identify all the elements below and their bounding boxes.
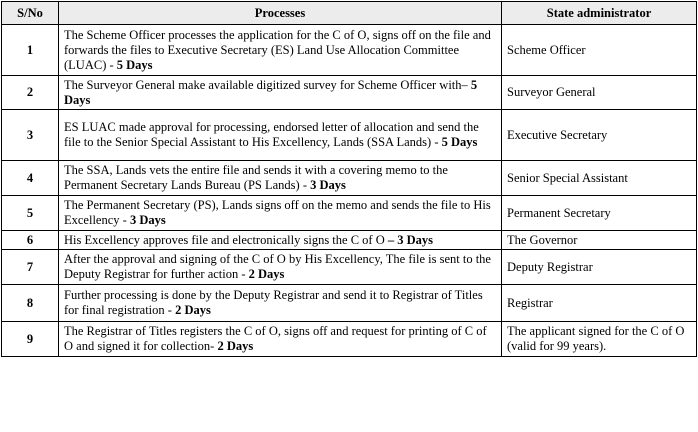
table-row xyxy=(2,25,697,76)
row-administrator: Scheme Officer xyxy=(502,25,697,76)
process-text: The Registrar of Titles registers the C of O, signs off and request for printing of C of O and signed it for collection- xyxy=(64,324,487,353)
process-duration: 3 Days xyxy=(129,213,166,227)
header-row xyxy=(2,2,697,25)
process-duration: 2 Days xyxy=(248,267,285,281)
row-administrator: Executive Secretary xyxy=(502,110,697,161)
header-state-administrator: State administrator xyxy=(502,2,697,25)
process-text: After the approval and signing of the C of O by His Excellency, The file is sent to the Deputy Registrar for further action - xyxy=(64,252,491,281)
row-process xyxy=(59,250,502,285)
table-row xyxy=(2,285,697,322)
process-table xyxy=(1,1,697,357)
process-duration: 3 Days xyxy=(310,178,346,192)
table-row xyxy=(2,161,697,196)
row-administrator: The applicant signed for the C of O (valid for 99 years). xyxy=(502,322,697,357)
row-process xyxy=(59,110,502,161)
row-administrator: Registrar xyxy=(502,285,697,322)
row-administrator: The Governor xyxy=(502,231,697,250)
row-process xyxy=(59,25,502,76)
row-sno: 8 xyxy=(2,285,59,322)
process-duration: 5 Days xyxy=(64,77,478,107)
process-text: ES LUAC made approval for processing, endorsed letter of allocation and send the file to the Senior Special Assistant to His Excellency, Lands (SSA Lands) - xyxy=(64,120,479,149)
process-text: The SSA, Lands vets the entire file and sends it with a covering memo to the Permanent Secretary Lands Bureau (PS Lands) - xyxy=(64,163,448,192)
row-process xyxy=(59,196,502,231)
row-administrator: Permanent Secretary xyxy=(502,196,697,231)
row-process xyxy=(59,285,502,322)
row-process xyxy=(59,231,502,250)
table-row xyxy=(2,196,697,231)
table-row xyxy=(2,110,697,161)
row-sno: 1 xyxy=(2,25,59,76)
process-duration: 5 Days xyxy=(116,57,153,72)
table-row xyxy=(2,231,697,250)
row-process xyxy=(59,322,502,357)
process-text: Further processing is done by the Deputy Registrar and send it to Registrar of Titles for final registration - xyxy=(64,288,483,317)
process-text: The Scheme Officer processes the application for the C of O, signs off on the file and forwards the files to Executive Secretary (ES) Land Use Allocation Committee (LUAC) - xyxy=(64,27,491,72)
row-sno: 3 xyxy=(2,110,59,161)
process-text: The Surveyor General make available digitized survey for Scheme Officer with– xyxy=(64,77,471,92)
process-duration: 2 Days xyxy=(217,339,254,353)
row-administrator: Surveyor General xyxy=(502,76,697,110)
row-sno: 2 xyxy=(2,76,59,110)
row-sno: 7 xyxy=(2,250,59,285)
row-sno: 5 xyxy=(2,196,59,231)
header-processes: Processes xyxy=(59,2,502,25)
row-process xyxy=(59,161,502,196)
table-row xyxy=(2,76,697,110)
table-row xyxy=(2,322,697,357)
row-sno: 4 xyxy=(2,161,59,196)
row-sno: 6 xyxy=(2,231,59,250)
header-sno: S/No xyxy=(2,2,59,25)
row-administrator: Senior Special Assistant xyxy=(502,161,697,196)
table-row xyxy=(2,250,697,285)
process-text: His Excellency approves file and electronically signs the C of O xyxy=(64,232,388,247)
process-duration: 2 Days xyxy=(175,303,211,317)
row-process xyxy=(59,76,502,110)
process-duration: 5 Days xyxy=(441,135,478,149)
process-text: The Permanent Secretary (PS), Lands signs off on the memo and sends the file to His Excellency - xyxy=(64,198,491,227)
process-duration: – 3 Days xyxy=(387,232,434,247)
row-administrator: Deputy Registrar xyxy=(502,250,697,285)
row-sno: 9 xyxy=(2,322,59,357)
